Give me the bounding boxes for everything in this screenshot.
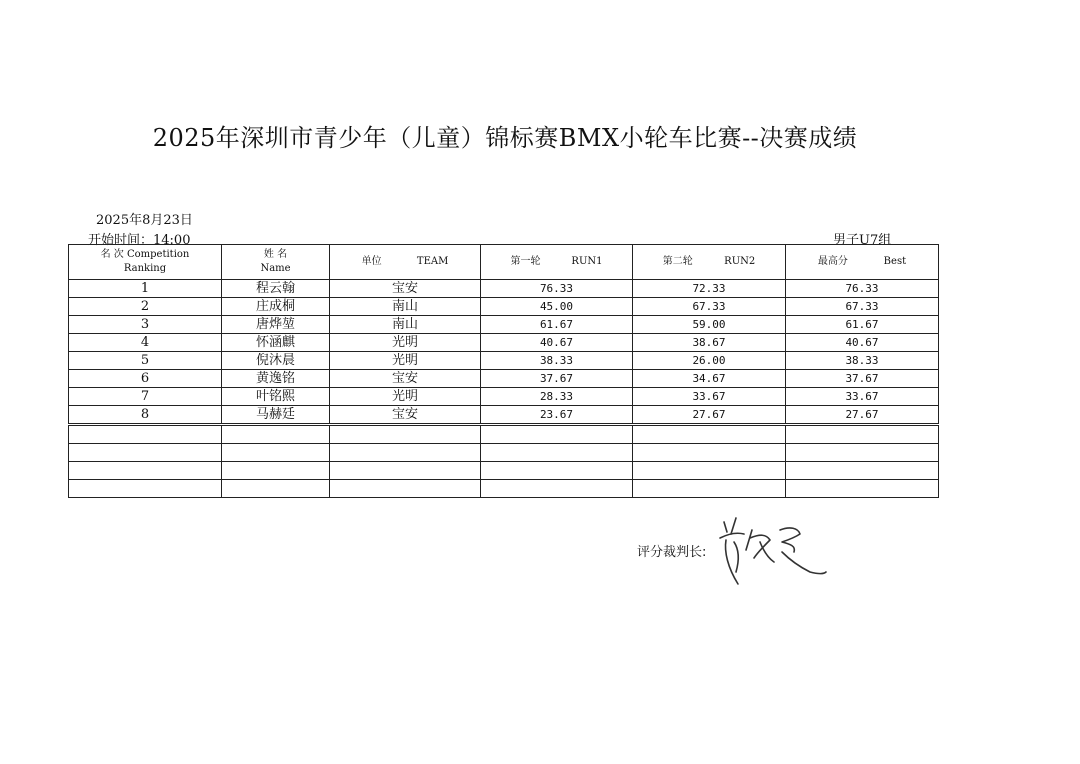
header-name-cn: 姓 名 — [263, 249, 288, 260]
name-cell: 黄逸铭 — [222, 370, 330, 388]
rank-cell: 5 — [69, 352, 222, 370]
header-run2-en: RUN2 — [724, 256, 756, 267]
rank-cell: 3 — [69, 316, 222, 334]
empty-cell — [633, 444, 786, 462]
table-row — [69, 334, 939, 352]
header-rank — [69, 245, 222, 280]
empty-cell — [69, 462, 222, 480]
empty-row — [69, 462, 939, 480]
empty-row — [69, 444, 939, 462]
name-cell: 怀涵麒 — [222, 334, 330, 352]
table-row — [69, 280, 939, 298]
empty-cell — [222, 425, 330, 444]
best-cell: 67.33 — [786, 298, 939, 316]
run1-cell: 37.67 — [481, 370, 633, 388]
header-team-cn: 单位 — [361, 256, 382, 267]
team-cell: 光明 — [330, 334, 481, 352]
table-header-row — [69, 245, 939, 280]
run1-cell: 45.00 — [481, 298, 633, 316]
start-time: 开始时间：14:00 — [88, 233, 191, 248]
table-row — [69, 316, 939, 334]
empty-cell — [633, 462, 786, 480]
results-table — [68, 244, 939, 498]
header-team-en: TEAM — [416, 256, 449, 267]
run1-cell: 23.67 — [481, 406, 633, 425]
run2-cell: 72.33 — [633, 280, 786, 298]
empty-cell — [786, 480, 939, 498]
team-cell: 宝安 — [330, 406, 481, 425]
rank-cell: 4 — [69, 334, 222, 352]
run1-cell: 38.33 — [481, 352, 633, 370]
header-run1-cn: 第一轮 — [510, 256, 541, 267]
empty-cell — [786, 462, 939, 480]
empty-cell — [481, 480, 633, 498]
header-best-cn: 最高分 — [817, 256, 848, 267]
best-cell: 40.67 — [786, 334, 939, 352]
empty-cell — [222, 444, 330, 462]
empty-cell — [481, 462, 633, 480]
best-cell: 37.67 — [786, 370, 939, 388]
best-cell: 33.67 — [786, 388, 939, 406]
run1-cell: 76.33 — [481, 280, 633, 298]
team-cell: 宝安 — [330, 370, 481, 388]
name-cell: 唐烨堃 — [222, 316, 330, 334]
table-row — [69, 406, 939, 425]
header-run1-en: RUN1 — [571, 256, 603, 267]
run1-cell: 61.67 — [481, 316, 633, 334]
run2-cell: 38.67 — [633, 334, 786, 352]
empty-cell — [69, 480, 222, 498]
header-best-en: Best — [883, 256, 907, 267]
empty-cell — [222, 480, 330, 498]
team-cell: 宝安 — [330, 280, 481, 298]
run2-cell: 67.33 — [633, 298, 786, 316]
empty-cell — [330, 425, 481, 444]
empty-cell — [69, 444, 222, 462]
run2-cell: 34.67 — [633, 370, 786, 388]
empty-cell — [222, 462, 330, 480]
team-cell: 光明 — [330, 352, 481, 370]
team-cell: 光明 — [330, 388, 481, 406]
empty-cell — [633, 425, 786, 444]
rank-cell: 8 — [69, 406, 222, 425]
signature-label: 评分裁判长: — [637, 545, 707, 560]
table-row — [69, 388, 939, 406]
group-label: 男子U7组 — [833, 233, 892, 248]
name-cell: 叶铭熙 — [222, 388, 330, 406]
header-team — [330, 245, 481, 280]
header-rank-cn: 名 次 Competition — [100, 249, 190, 260]
empty-cell — [481, 444, 633, 462]
empty-row — [69, 425, 939, 444]
event-date: 2025年8月23日 — [96, 213, 193, 228]
header-run2 — [633, 245, 786, 280]
name-cell: 庄成桐 — [222, 298, 330, 316]
table-row — [69, 352, 939, 370]
rank-cell: 7 — [69, 388, 222, 406]
table-row — [69, 298, 939, 316]
empty-cell — [330, 444, 481, 462]
empty-cell — [69, 425, 222, 444]
table-row — [69, 370, 939, 388]
name-cell: 马赫廷 — [222, 406, 330, 425]
rank-cell: 1 — [69, 280, 222, 298]
header-name — [222, 245, 330, 280]
run1-cell: 28.33 — [481, 388, 633, 406]
header-name-en: Name — [260, 263, 291, 274]
empty-cell — [330, 480, 481, 498]
page-title: 2025年深圳市青少年（儿童）锦标赛BMX小轮车比赛--决赛成绩 — [152, 124, 858, 152]
empty-cell — [330, 462, 481, 480]
header-run1 — [481, 245, 633, 280]
empty-cell — [633, 480, 786, 498]
name-cell: 程云翰 — [222, 280, 330, 298]
rank-cell: 6 — [69, 370, 222, 388]
name-cell: 倪沐晨 — [222, 352, 330, 370]
best-cell: 61.67 — [786, 316, 939, 334]
best-cell: 38.33 — [786, 352, 939, 370]
team-cell: 南山 — [330, 298, 481, 316]
rank-cell: 2 — [69, 298, 222, 316]
header-best — [786, 245, 939, 280]
run2-cell: 59.00 — [633, 316, 786, 334]
empty-cell — [786, 444, 939, 462]
run2-cell: 27.67 — [633, 406, 786, 425]
empty-row — [69, 480, 939, 498]
run1-cell: 40.67 — [481, 334, 633, 352]
run2-cell: 26.00 — [633, 352, 786, 370]
best-cell: 27.67 — [786, 406, 939, 425]
empty-cell — [786, 425, 939, 444]
best-cell: 76.33 — [786, 280, 939, 298]
empty-cell — [481, 425, 633, 444]
run2-cell: 33.67 — [633, 388, 786, 406]
header-run2-cn: 第二轮 — [662, 256, 693, 267]
header-rank-en: Ranking — [123, 263, 167, 274]
team-cell: 南山 — [330, 316, 481, 334]
signature-icon — [714, 512, 830, 590]
